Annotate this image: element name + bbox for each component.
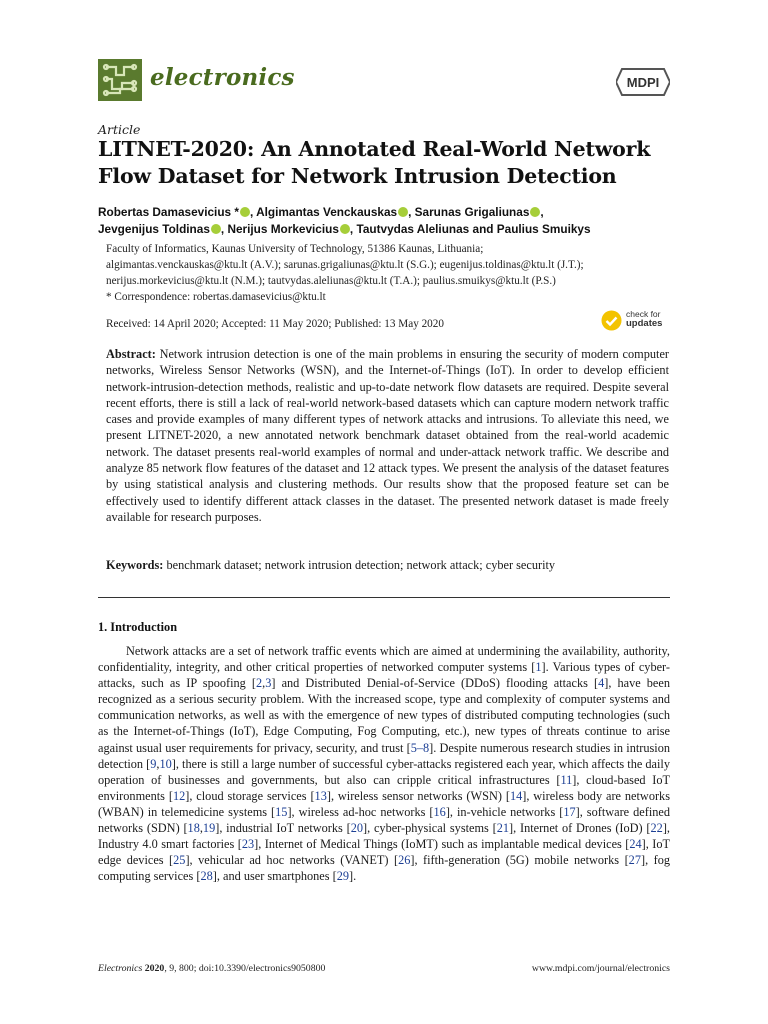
orcid-icon[interactable] (398, 207, 408, 217)
citation-link[interactable]: 17 (563, 804, 576, 819)
citation-link[interactable]: 29 (336, 869, 350, 884)
paragraph-text: ], wireless body are networks (WBAN) in telemedicine systems [ (98, 788, 670, 819)
paragraph-text: ], cloud storage services [ (185, 788, 315, 803)
citation-link[interactable]: 21 (496, 821, 510, 836)
paragraph-text: , (262, 676, 266, 691)
journal-logo-icon (98, 59, 142, 101)
check-for-updates-badge[interactable] (601, 309, 671, 333)
author-name[interactable]: Jevgenijus Toldinas (98, 222, 210, 236)
check-updates-line2: updates (626, 318, 663, 329)
paragraph-text: ], and user smartphones [ (212, 869, 337, 884)
section-divider (98, 597, 670, 598)
journal-name: electronics (150, 64, 295, 91)
keywords-label: Keywords: (106, 558, 164, 572)
citation-link[interactable]: 5–8 (410, 740, 430, 755)
article-type: Article (98, 122, 141, 137)
paragraph-text: ]. Various types of cyber-attacks, such as IP spoofing [ (98, 660, 670, 691)
orcid-icon[interactable] (211, 224, 221, 234)
author-name[interactable]: Tautvydas Aleliunas and Paulius Smuikys (356, 222, 591, 236)
abstract-text: Network intrusion detection is one of the main problems in ensuring the security of modern computer networks, Wireless Sensor Networks (WSN), and the Internet-of-Things (IoT). In order to develop efficient network-intrusion-detection methods, realistic and up-to-date network flow datasets are required. Despite several recent efforts, there is still a lack of real-world network-based datasets which can capture modern network traffic cases and provide examples of many different types of network attacks and intrusions. To alleviate this need, we present LITNET-2020, a new annotated network benchmark dataset obtained from the real-world academic network. The dataset presents real-world examples of normal and under-attack network traffic. We describe and analyze 85 network flow features of the dataset and 12 attack types. We present the analysis of the dataset features by using statistical analysis and clustering methods. Our results show that the proposed feature set can be effectively used to identify different attack classes in the dataset. The presented network dataset is made freely available for research purposes. (106, 347, 669, 524)
citation-link[interactable]: 28 (200, 869, 213, 884)
paragraph-text: ], fifth-generation (5G) mobile networks [ (410, 853, 629, 868)
paragraph-text: ], Internet of Medical Things (IoMT) such as implantable medical devices [ (254, 837, 630, 852)
paragraph-text: ], in-vehicle networks [ (445, 804, 564, 819)
paragraph-text: ]. (349, 869, 357, 884)
footer-year: 2020 (144, 963, 165, 974)
check-updates-icon (601, 310, 622, 331)
citation-link[interactable]: 11 (560, 772, 573, 787)
citation-link[interactable]: 16 (433, 804, 446, 819)
paragraph-text: ], cyber-physical systems [ (363, 821, 497, 836)
introduction-paragraph (98, 643, 670, 884)
paragraph-text: ], wireless sensor networks (WSN) [ (326, 788, 510, 803)
paragraph-text: ], Industry 4.0 smart factories [ (98, 821, 670, 852)
footer-doi[interactable]: , 9, 800; doi:10.3390/electronics9050800 (164, 963, 326, 974)
check-updates-line1: check for (626, 309, 661, 319)
paragraph-text: ], software defined networks (SDN) [ (98, 804, 670, 836)
paragraph-text: ], cloud-based IoT environments [ (98, 772, 670, 803)
orcid-icon[interactable] (240, 207, 250, 217)
citation-link[interactable]: 1 (535, 660, 542, 675)
footer-journal-url[interactable]: www.mdpi.com/journal/electronics (531, 963, 670, 974)
mdpi-logo-icon (616, 67, 670, 97)
citation-link[interactable]: 22 (650, 821, 663, 836)
section-heading: 1. Introduction (98, 620, 178, 634)
paragraph-text: ], Internet of Drones (IoD) [ (509, 821, 651, 836)
footer-citation (98, 963, 325, 974)
author-name[interactable]: Nerijus Morkevicius (227, 222, 339, 236)
author-name[interactable]: Robertas Damasevicius * (98, 205, 239, 219)
footer-journal: Electronics (98, 963, 143, 974)
citation-link[interactable]: 20 (350, 821, 363, 836)
citation-link[interactable]: 18 (187, 821, 200, 836)
citation-link[interactable]: 3 (265, 676, 272, 691)
paragraph-text: ], fog computing services [ (98, 853, 671, 884)
citation-link[interactable]: 15 (275, 804, 288, 819)
abstract (106, 346, 669, 525)
orcid-icon[interactable] (530, 207, 540, 217)
affiliation-line: Faculty of Informatics, Kaunas University of Technology, 51386 Kaunas, Lithuania; (106, 243, 484, 255)
orcid-icon[interactable] (340, 224, 350, 234)
paragraph-text: ] and Distributed Denial-of-Service (DDoS) flooding attacks [ (271, 676, 599, 691)
citation-link[interactable]: 12 (172, 788, 186, 803)
paragraph-text: Network attacks are a set of network traffic events which are aimed at undermining the availability, authority, confidentiality, integrity, and other critical properties of networked computer systems [ (98, 644, 670, 675)
citation-link[interactable]: 14 (509, 788, 523, 803)
citation-link[interactable]: 23 (241, 837, 255, 852)
paragraph-text: ]. Despite numerous research studies in intrusion detection [ (98, 740, 671, 771)
keywords (106, 557, 669, 573)
affiliation-emails: algimantas.venckauskas@ktu.lt (A.V.); sarunas.grigaliunas@ktu.lt (S.G.); eugenijus.toldinas@ktu.lt (J.T.); (106, 259, 584, 271)
paragraph-text: ], wireless ad-hoc networks [ (287, 804, 434, 819)
paragraph-text: ], there is still a large number of successful cyber-attacks registered each year, which affects the daily operation of businesses and governments, but also can cripple critical infrastructures [ (98, 756, 670, 787)
publication-dates: Received: 14 April 2020; Accepted: 11 May 2020; Published: 13 May 2020 (106, 318, 444, 330)
author-name[interactable]: Algimantas Venckauskas (256, 205, 398, 219)
paragraph-text: ], industrial IoT networks [ (215, 821, 351, 836)
citation-link[interactable]: 10 (159, 756, 172, 771)
citation-link[interactable]: 25 (173, 853, 186, 868)
paragraph-text: ], vehicular ad hoc networks (VANET) [ (185, 853, 399, 868)
author-list: Robertas Damasevicius * , Algimantas Venckauskas , Sarunas Grigaliunas , Jevgenijus Toldinas , Nerijus Morkevicius , Tautvydas Aleliunas and Paulius Smuikys (98, 205, 591, 236)
citation-link[interactable]: 9 (150, 756, 157, 771)
paragraph-text: ], have been recognized as a serious security problem. With the increased scope, type and complexity of computer systems and communication networks, as well as with the emergence of new types of distributed computing technologies (such as the Internet-of-Things (IoT), Edge Computing, Fog Computing, etc.), new types of threats continue to arise against usual user requirements for privacy, security, and trust [ (98, 676, 670, 755)
citation-link[interactable]: 26 (398, 853, 411, 868)
article-title: LITNET-2020: An Annotated Real-World Network Flow Dataset for Network Intrusion Detection (98, 137, 651, 188)
paragraph-text: ], IoT edge devices [ (98, 837, 670, 868)
paragraph-text: , (156, 756, 160, 771)
citation-link[interactable]: 27 (628, 853, 641, 868)
author-name[interactable]: Sarunas Grigaliunas (414, 205, 530, 219)
citation-link[interactable]: 24 (629, 837, 642, 852)
correspondence: * Correspondence: robertas.damasevicius@ktu.lt (106, 291, 326, 303)
affiliation-block (106, 241, 686, 305)
citation-link[interactable]: 2 (256, 676, 263, 691)
citation-link[interactable]: 19 (202, 821, 216, 836)
paragraph-text: , (199, 821, 203, 836)
abstract-label: Abstract: (106, 347, 156, 361)
mdpi-logo-text: MDPI (626, 75, 660, 90)
citation-link[interactable]: 13 (314, 788, 327, 803)
keywords-text: benchmark dataset; network intrusion detection; network attack; cyber security (166, 558, 556, 572)
affiliation-emails: nerijus.morkevicius@ktu.lt (N.M.); tautvydas.aleliunas@ktu.lt (T.A.); paulius.smuikys@ktu.lt (P.S.) (106, 275, 556, 287)
citation-link[interactable]: 4 (598, 676, 605, 691)
